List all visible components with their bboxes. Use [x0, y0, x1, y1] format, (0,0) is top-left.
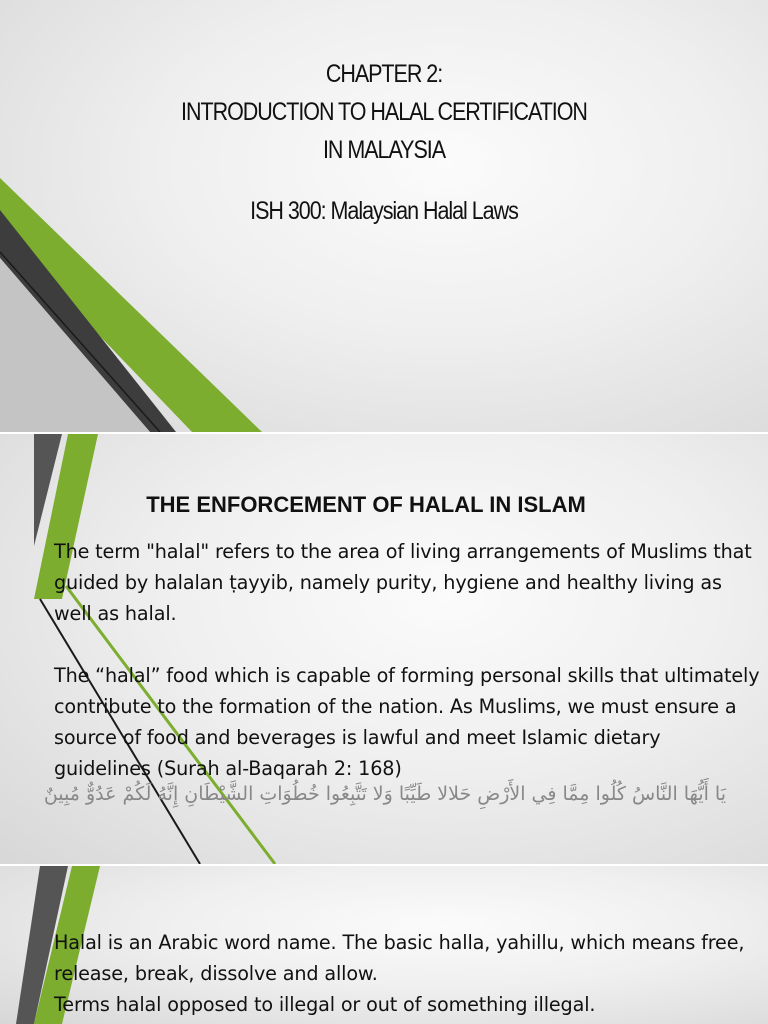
title-slide — [0, 0, 768, 432]
quran-verse: يَا أَيُّهَا النَّاسُ كُلُوا مِمَّا فِي الأَرْضِ حَلالا طَيِّبًا وَلا تَتَّبِعُوا خُطُوَاتِ الشَّيْطَانِ إِنَّهُ لَكُمْ عَدُوٌّ مُبِينٌ — [43, 783, 726, 805]
paragraph-halal-term: The term "halal" refers to the area of living arrangements of Muslims that guided by halalan ṭayyib, namely purity, hygiene and healthy living as well as halal. — [54, 540, 752, 625]
title-line-2: INTRODUCTION TO HALAL CERTIFICATION — [181, 98, 587, 126]
enforcement-body — [54, 536, 760, 784]
paragraph-halal-food: The “halal” food which is capable of forming personal skills that ultimately contribute to the formation of the nation. As Muslims, we must ensure a source of food and beverages is lawful and meet Islamic dietary guidelines (Surah al-Baqarah 2: 168) — [54, 664, 760, 780]
definition-body — [54, 927, 760, 1020]
title-line-3: IN MALAYSIA — [322, 136, 446, 164]
section-heading: THE ENFORCEMENT OF HALAL IN ISLAM — [146, 492, 586, 517]
content-slide-enforcement — [0, 434, 768, 864]
paragraph-halal-opposite: Terms halal opposed to illegal or out of something illegal. — [54, 993, 596, 1016]
title-line-1: CHAPTER 2: — [325, 60, 443, 88]
content-slide-definition — [0, 866, 768, 1024]
course-title — [0, 192, 768, 230]
paragraph-arabic-root: Halal is an Arabic word name. The basic halla, yahillu, which means free, release, break, dissolve and allow. — [54, 931, 745, 985]
chapter-title — [0, 55, 768, 169]
course-title-text: ISH 300: Malaysian Halal Laws — [250, 197, 518, 225]
